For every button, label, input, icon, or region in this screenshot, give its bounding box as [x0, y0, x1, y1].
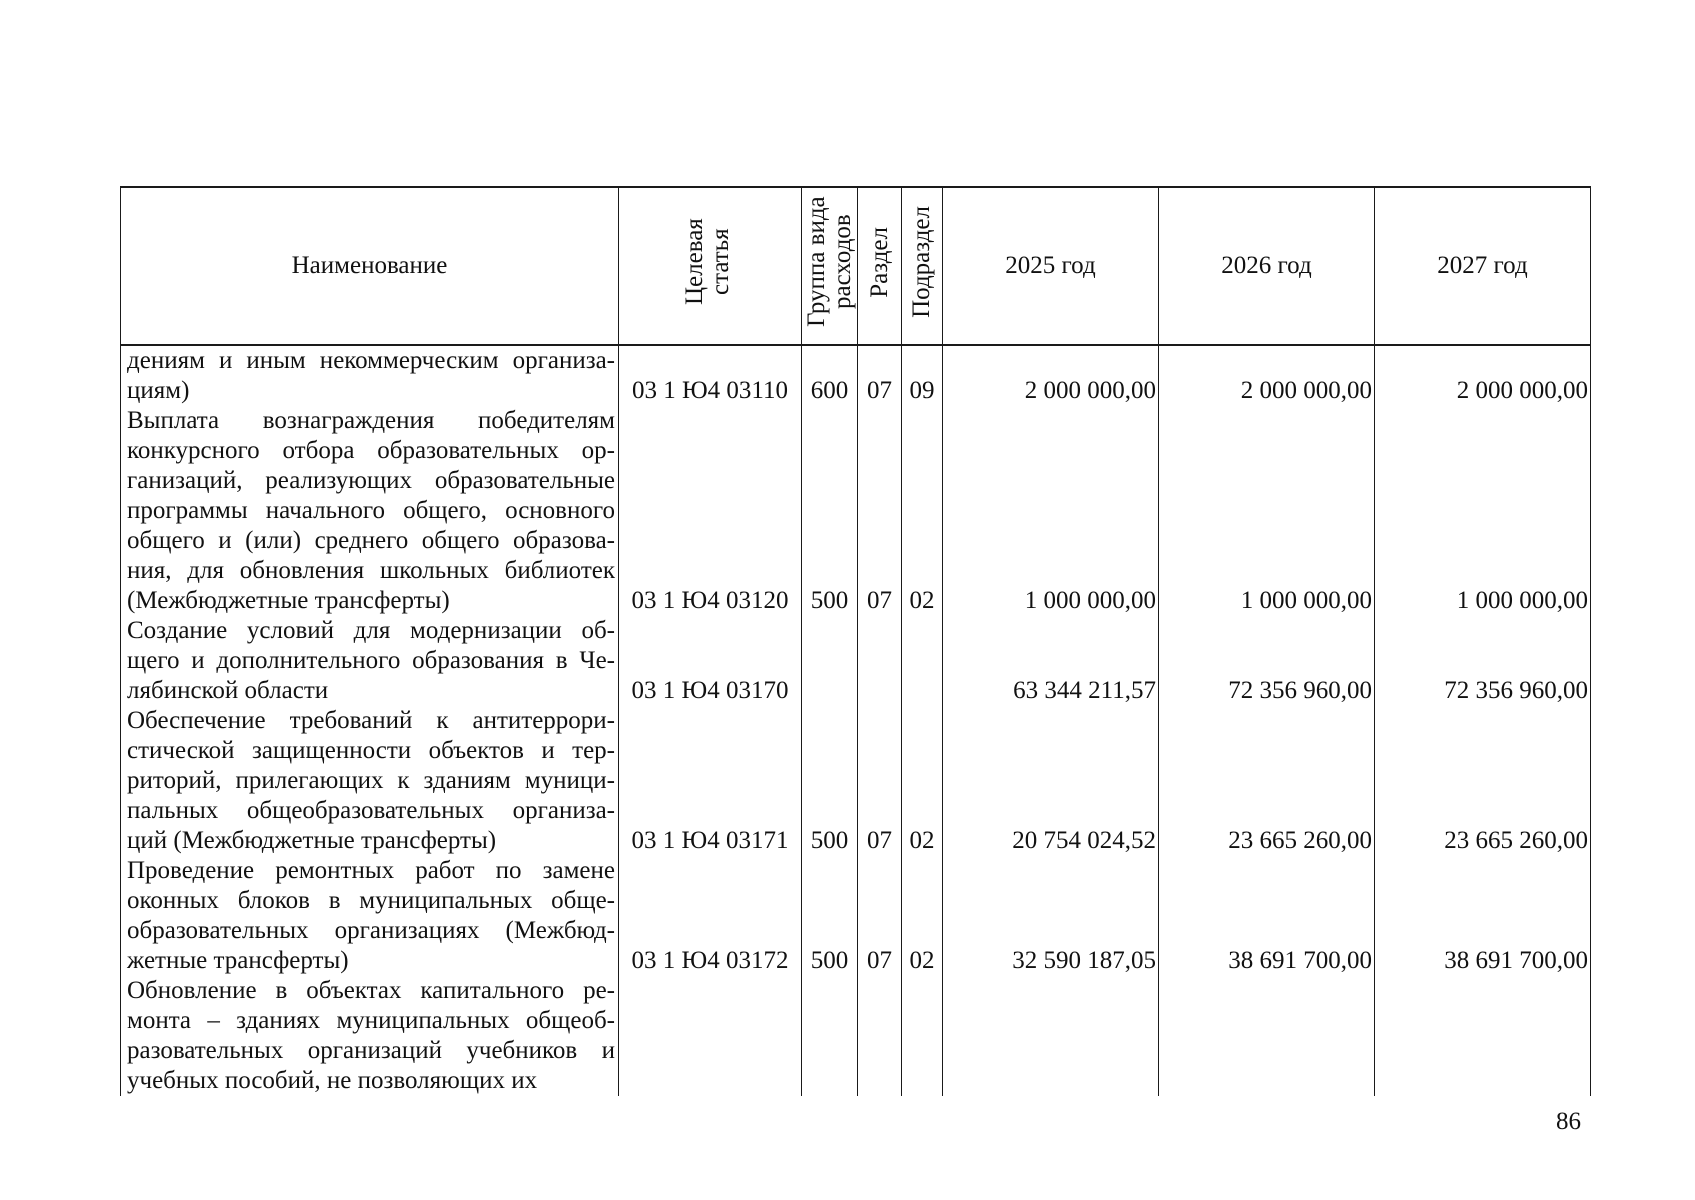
name-line: Создание условий для модернизации об- [127, 617, 615, 644]
name-line: риторий, прилегающих к зданиям муници- [127, 767, 615, 794]
name-line: стической защищенности объектов и тер- [127, 737, 615, 764]
name-line: ния, для обновления школьных библиотек [127, 557, 615, 584]
row-name-cell [121, 345, 619, 406]
row-section-cell: 07 [858, 706, 902, 856]
name-line: учебных пособий, не позволяющих их [127, 1067, 538, 1094]
row-amount-2027 [1375, 976, 1591, 1096]
table-body [121, 345, 1591, 1096]
name-line: разовательных организаций учебников и [127, 1037, 615, 1064]
row-name-cell [121, 976, 619, 1096]
page-number: 86 [1556, 1108, 1581, 1135]
name-line: Проведение ремонтных работ по замене [127, 857, 615, 884]
name-line: пальных общеобразовательных организа- [127, 797, 615, 824]
name-line: лябинской области [127, 677, 329, 704]
header-name: Наименование [121, 187, 619, 345]
row-subsection-cell [902, 616, 943, 706]
row-amount-2027: 2 000 000,00 [1375, 345, 1591, 406]
table-row [121, 616, 1591, 706]
row-group-cell [802, 976, 858, 1096]
row-name-cell [121, 616, 619, 706]
name-line: Выплата вознаграждения победителям [127, 407, 615, 434]
row-amount-2027: 23 665 260,00 [1375, 706, 1591, 856]
name-line: жетные трансферты) [127, 947, 349, 974]
row-name-cell [121, 706, 619, 856]
name-line: ций (Межбюджетные трансферты) [127, 827, 497, 854]
row-amount-2026: 38 691 700,00 [1159, 856, 1375, 976]
row-amount-2025: 20 754 024,52 [943, 706, 1159, 856]
row-section-cell [858, 616, 902, 706]
row-amount-2026: 72 356 960,00 [1159, 616, 1375, 706]
name-line: щего и дополнительного образования в Че- [127, 647, 615, 674]
table-row [121, 976, 1591, 1096]
row-subsection-cell: 09 [902, 345, 943, 406]
name-line: общего и (или) среднего общего образова- [127, 527, 615, 554]
table-row [121, 345, 1591, 406]
row-code-cell [619, 976, 802, 1096]
row-section-cell: 07 [858, 406, 902, 616]
row-code-cell: 03 1 Ю4 03120 [619, 406, 802, 616]
row-section-cell [858, 976, 902, 1096]
row-amount-2027: 72 356 960,00 [1375, 616, 1591, 706]
row-section-cell: 07 [858, 856, 902, 976]
name-line: конкурсного отбора образовательных ор- [127, 437, 615, 464]
table-row [121, 706, 1591, 856]
row-amount-2026: 2 000 000,00 [1159, 345, 1375, 406]
row-amount-2027: 38 691 700,00 [1375, 856, 1591, 976]
row-amount-2025 [943, 976, 1159, 1096]
row-amount-2026 [1159, 976, 1375, 1096]
row-group-cell: 600 [802, 345, 858, 406]
row-amount-2026: 1 000 000,00 [1159, 406, 1375, 616]
table-row [121, 856, 1591, 976]
row-amount-2025: 63 344 211,57 [943, 616, 1159, 706]
row-code-cell: 03 1 Ю4 03110 [619, 345, 802, 406]
name-line: Обновление в объектах капитального ре- [127, 977, 615, 1004]
row-amount-2025: 32 590 187,05 [943, 856, 1159, 976]
name-line: циям) [127, 377, 190, 404]
row-subsection-cell: 02 [902, 706, 943, 856]
row-group-cell: 500 [802, 706, 858, 856]
row-amount-2025: 1 000 000,00 [943, 406, 1159, 616]
budget-table [120, 186, 1591, 1096]
name-line: Обеспечение требований к антитеррори- [127, 707, 615, 734]
row-subsection-cell: 02 [902, 406, 943, 616]
header-subsection: Подраздел [902, 187, 943, 345]
header-year-2026: 2026 год [1159, 187, 1375, 345]
row-amount-2025: 2 000 000,00 [943, 345, 1159, 406]
name-line: монта – зданиях муниципальных общеоб- [127, 1007, 615, 1034]
row-amount-2026: 23 665 260,00 [1159, 706, 1375, 856]
row-name-cell [121, 406, 619, 616]
row-code-cell: 03 1 Ю4 03171 [619, 706, 802, 856]
name-line: (Межбюджетные трансферты) [127, 587, 450, 614]
row-code-cell: 03 1 Ю4 03172 [619, 856, 802, 976]
header-expense-group: Группа вида расходов [802, 187, 858, 345]
row-subsection-cell: 02 [902, 856, 943, 976]
name-line: дениям и иным некоммерческим организа- [127, 347, 615, 374]
row-section-cell: 07 [858, 345, 902, 406]
header-section: Раздел [858, 187, 902, 345]
name-line: ганизаций, реализующих образовательные [127, 467, 615, 494]
table-header-row [121, 187, 1591, 345]
row-code-cell: 03 1 Ю4 03170 [619, 616, 802, 706]
row-amount-2027: 1 000 000,00 [1375, 406, 1591, 616]
name-line: образовательных организациях (Межбюд- [127, 917, 615, 944]
row-group-cell: 500 [802, 856, 858, 976]
row-group-cell: 500 [802, 406, 858, 616]
row-group-cell [802, 616, 858, 706]
row-name-cell [121, 856, 619, 976]
name-line: оконных блоков в муниципальных обще- [127, 887, 615, 914]
header-year-2027: 2027 год [1375, 187, 1591, 345]
table-row [121, 406, 1591, 616]
row-subsection-cell [902, 976, 943, 1096]
header-year-2025: 2025 год [943, 187, 1159, 345]
name-line: программы начального общего, основного [127, 497, 615, 524]
header-target-article: Целевая статья [619, 187, 802, 345]
